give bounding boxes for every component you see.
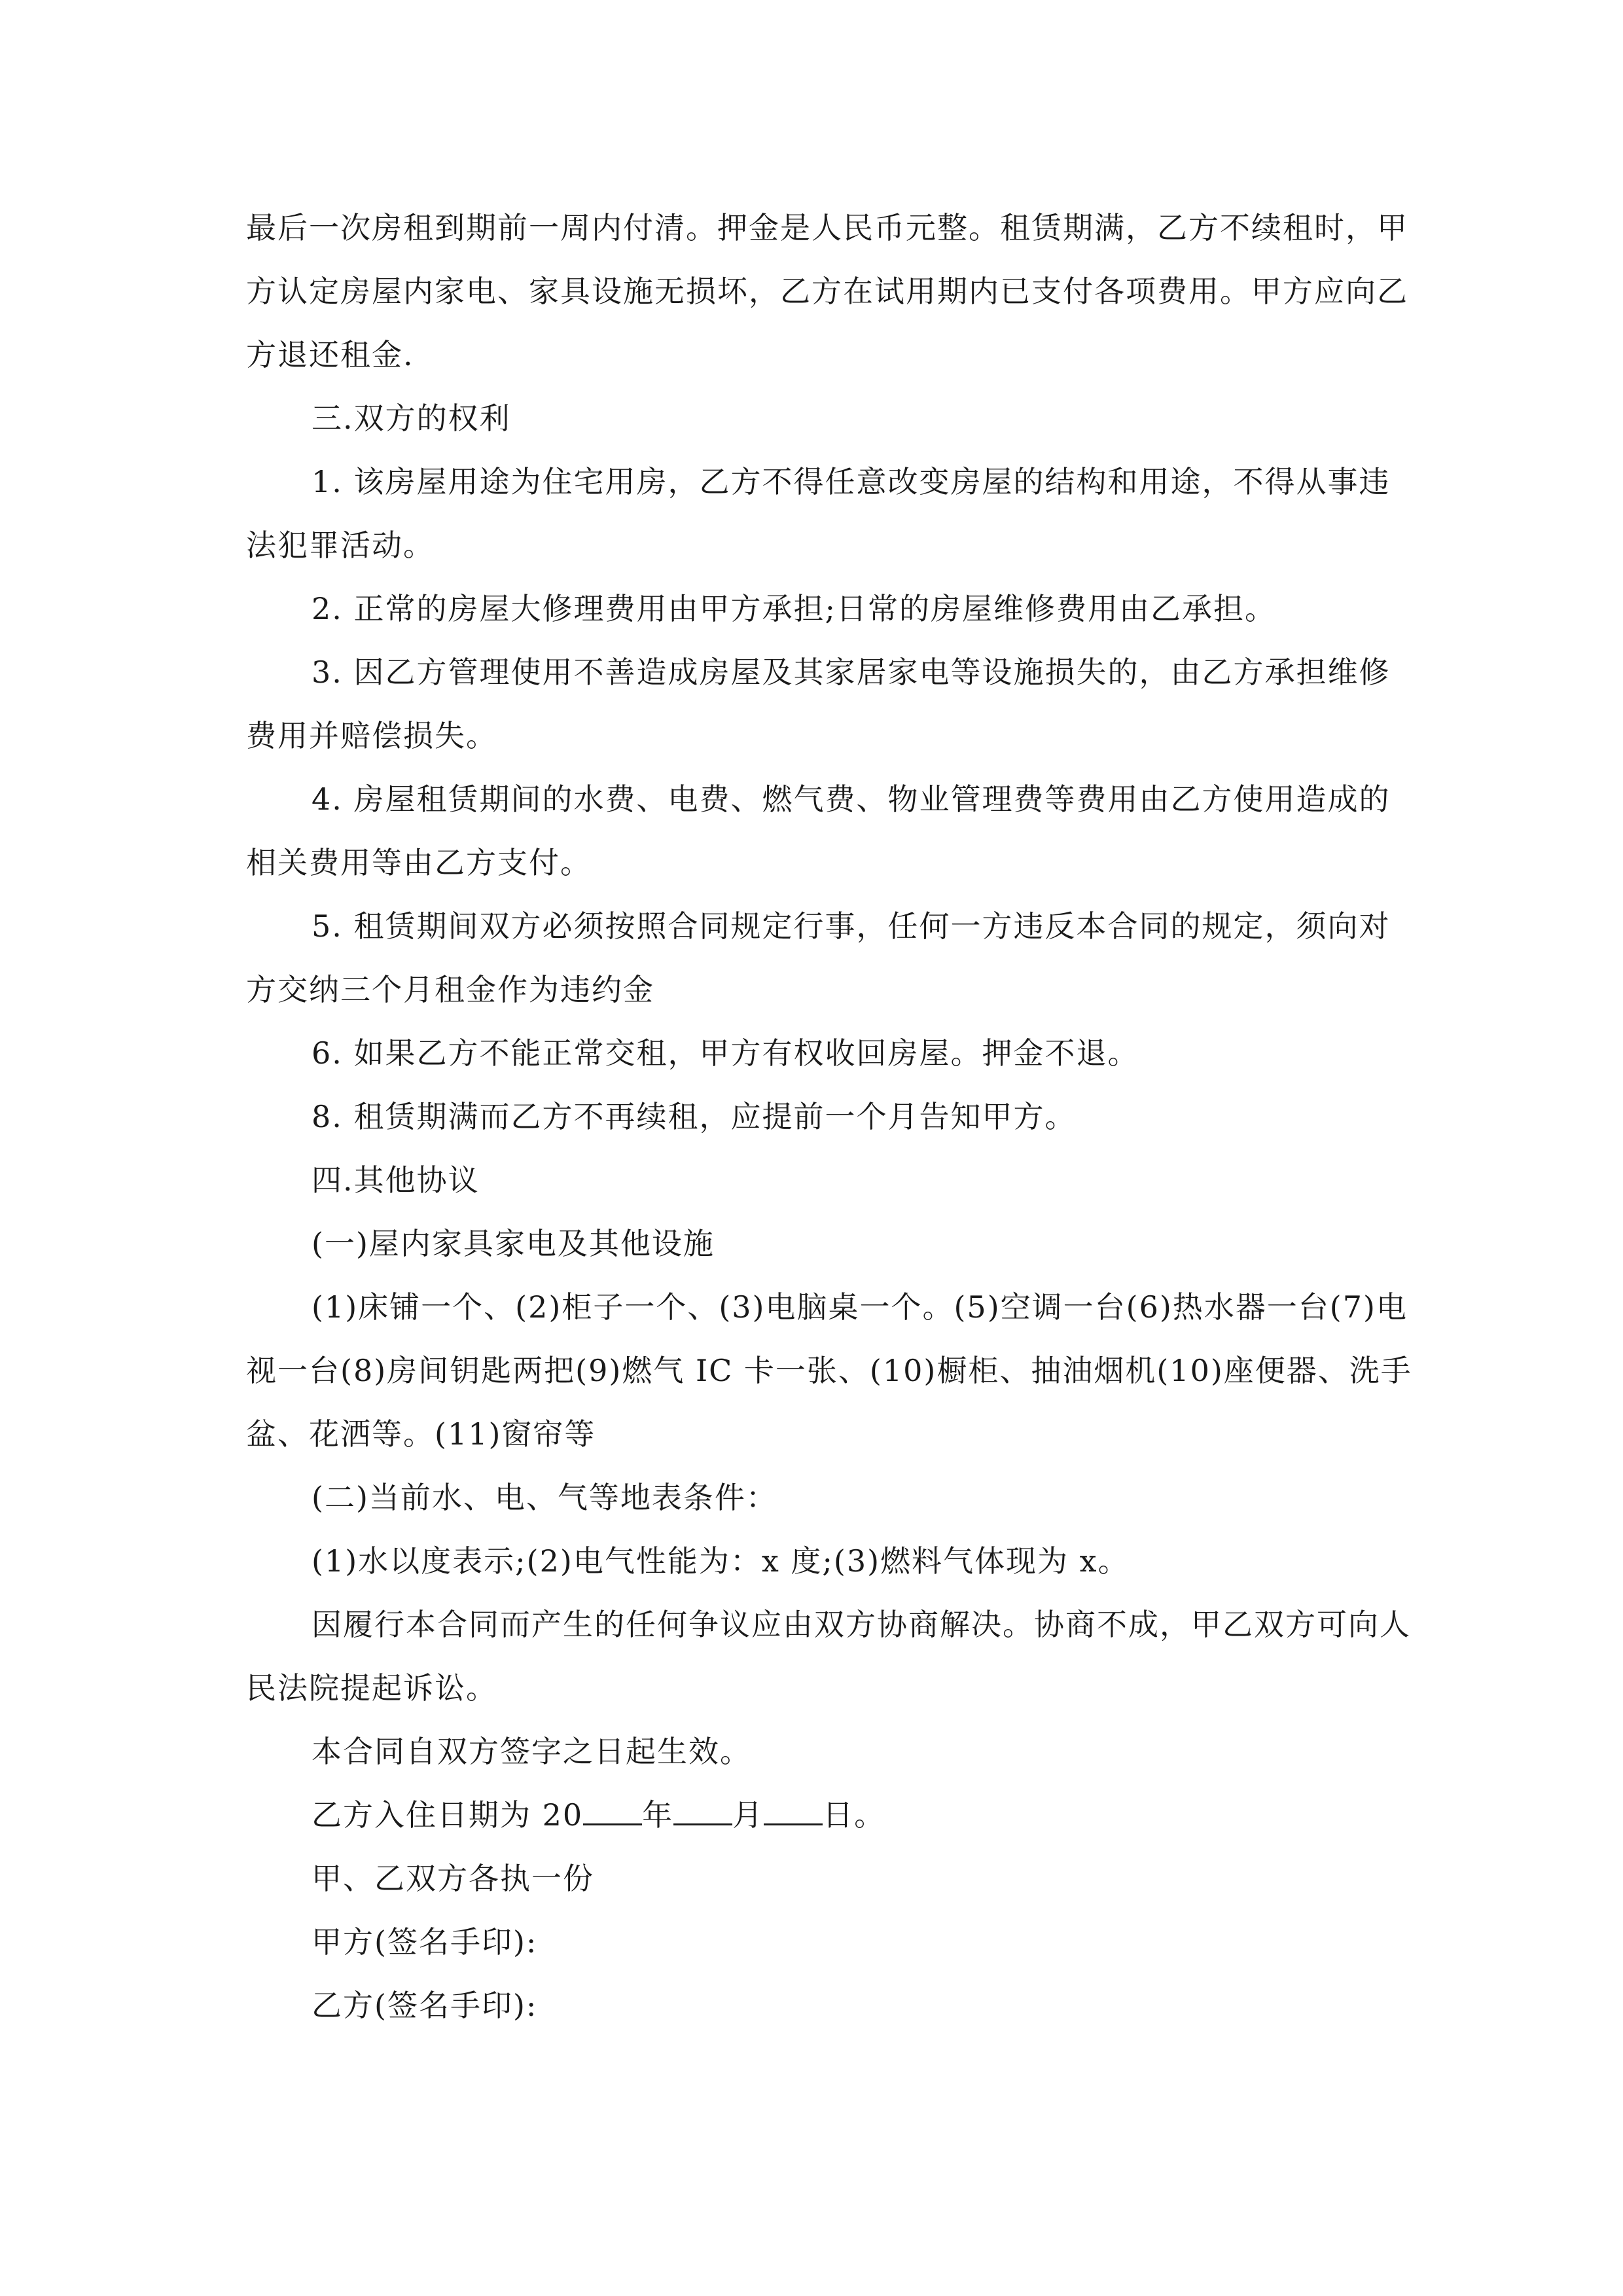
clause-3: 3. 因乙方管理使用不善造成房屋及其家居家电等设施损失的，由乙方承担维修费用并赔偿损失。 <box>246 655 1391 753</box>
clause-5: 5. 租赁期间双方必须按照合同规定行事，任何一方违反本合同的规定，须向对方交纳三个月租金作为违约金 <box>246 908 1391 1007</box>
clause-6: 6. 如果乙方不能正常交租，甲方有权收回房屋。押金不退。 <box>312 1035 1139 1071</box>
meter-readings: (1)水以度表示;(2)电气性能为：x 度;(3)燃料气体现为 x。 <box>312 1543 1130 1579</box>
subsection-meters: (二)当前水、电、气等地表条件： <box>312 1480 777 1515</box>
dispute-clause: 因履行本合同而产生的任何争议应由双方协商解决。协商不成，甲乙双方可向人民法院提起诉讼。 <box>246 1607 1411 1706</box>
document-body <box>246 196 1418 2037</box>
party-b-signature: 乙方(签名手印): <box>312 1988 538 2023</box>
clause-4: 4. 房屋租赁期间的水费、电费、燃气费、物业管理费等费用由乙方使用造成的相关费用等由乙方支付。 <box>246 781 1391 880</box>
month-label: 月 <box>732 1797 764 1833</box>
year-label: 年 <box>642 1797 674 1833</box>
party-a-signature: 甲方(签名手印): <box>312 1924 538 1960</box>
day-label: 日。 <box>823 1797 886 1833</box>
month-blank <box>673 1797 732 1825</box>
section-heading-other: 四.其他协议 <box>312 1162 480 1198</box>
clause-8: 8. 租赁期满而乙方不再续租，应提前一个月告知甲方。 <box>312 1099 1077 1134</box>
day-blank <box>764 1797 823 1825</box>
section-heading-rights: 三.双方的权利 <box>312 401 511 436</box>
copies-clause: 甲、乙双方各执一份 <box>312 1861 594 1896</box>
move-in-date-line <box>246 1784 1418 1847</box>
move-in-prefix: 乙方入住日期为 20 <box>312 1797 584 1833</box>
clause-1: 1. 该房屋用途为住宅用房，乙方不得任意改变房屋的结构和用途，不得从事违法犯罪活动。 <box>246 464 1391 563</box>
subsection-furniture: (一)屋内家具家电及其他设施 <box>312 1226 715 1261</box>
year-blank <box>583 1797 642 1825</box>
furniture-list: (1)床铺一个、(2)柜子一个、(3)电脑桌一个。(5)空调一台(6)热水器一台(7)电视一台(8)房间钥匙两把(9)燃气 IC 卡一张、(10)橱柜、抽油烟机(10)座便器、洗手盆、花洒等。(11)窗帘等 <box>246 1289 1412 1452</box>
paragraph-deposit-terms: 最后一次房租到期前一周内付清。押金是人民币元整。租赁期满，乙方不续租时，甲方认定房屋内家电、家具设施无损坏，乙方在试用期内已支付各项费用。甲方应向乙方退还租金. <box>246 210 1408 372</box>
effective-clause: 本合同自双方签字之日起生效。 <box>312 1734 751 1769</box>
clause-2: 2. 正常的房屋大修理费用由甲方承担;日常的房屋维修费用由乙承担。 <box>312 591 1277 626</box>
